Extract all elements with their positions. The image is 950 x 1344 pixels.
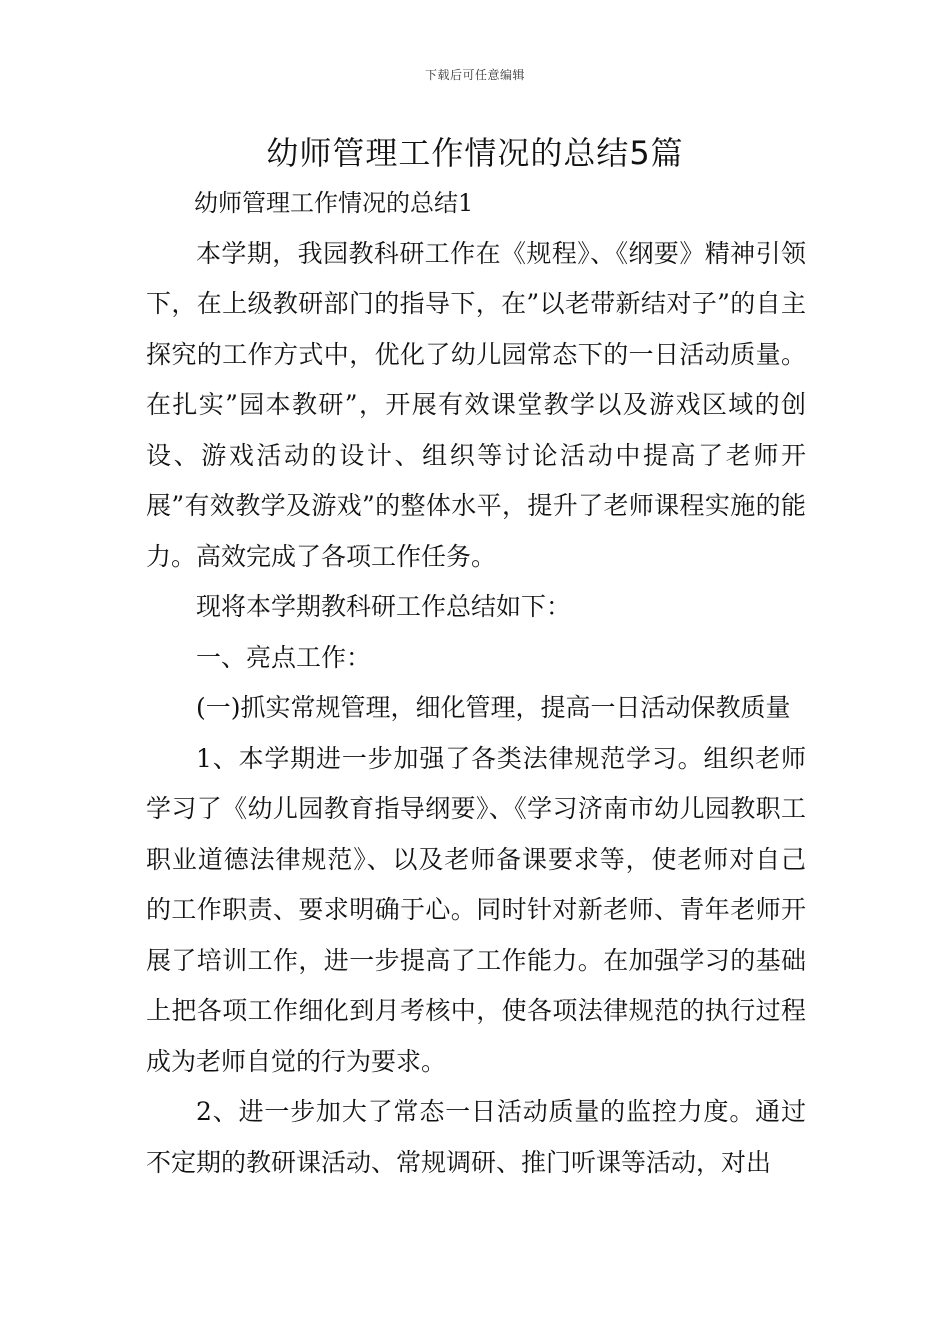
document-title: 幼师管理工作情况的总结5篇 (266, 134, 684, 172)
paragraph-summary-lead: 现将本学期教科研工作总结如下： (196, 592, 572, 621)
subheading-routine-management: (一)抓实常规管理，细化管理，提高一日活动保教质量 (196, 693, 791, 722)
header-note: 下载后可任意编辑 (424, 68, 525, 82)
paragraph-item-1: 1、本学期进一步加强了各类法律规范学习。组织老师学习了《幼儿园教育指导纲要》、《学习济南市幼儿园教职工职业道德法律规范》、以及老师备课要求等，使老师对自己的工作职责、要求明确于心。同时针对新老师、青年老师开展了培训工作，进一步提高了工作能力。在加强学习的基础上把各项工作细化到月考核中，使各项法律规范的执行过程成为老师自觉的行为要求。 (146, 743, 806, 1076)
paragraph-intro: 本学期，我园教科研工作在《规程》、《纲要》精神引领下，在上级教研部门的指导下，在”以老带新结对子”的自主探究的工作方式中，优化了幼儿园常态下的一日活动质量。在扎实”园本教研”，开展有效课堂教学以及游戏区域的创设、游戏活动的设计、组织等讨论活动中提高了老师开展”有效教学及游戏”的整体水平，提升了老师课程实施的能力。高效完成了各项工作任务。 (146, 238, 806, 571)
section-subtitle: 幼师管理工作情况的总结1 (194, 189, 474, 217)
heading-highlights: 一、亮点工作： (196, 642, 372, 672)
paragraph-item-2: 2、进一步加大了常态一日活动质量的监控力度。通过不定期的教研课活动、常规调研、推门听课等活动，对出 (146, 1097, 806, 1177)
document-body (146, 178, 806, 1188)
